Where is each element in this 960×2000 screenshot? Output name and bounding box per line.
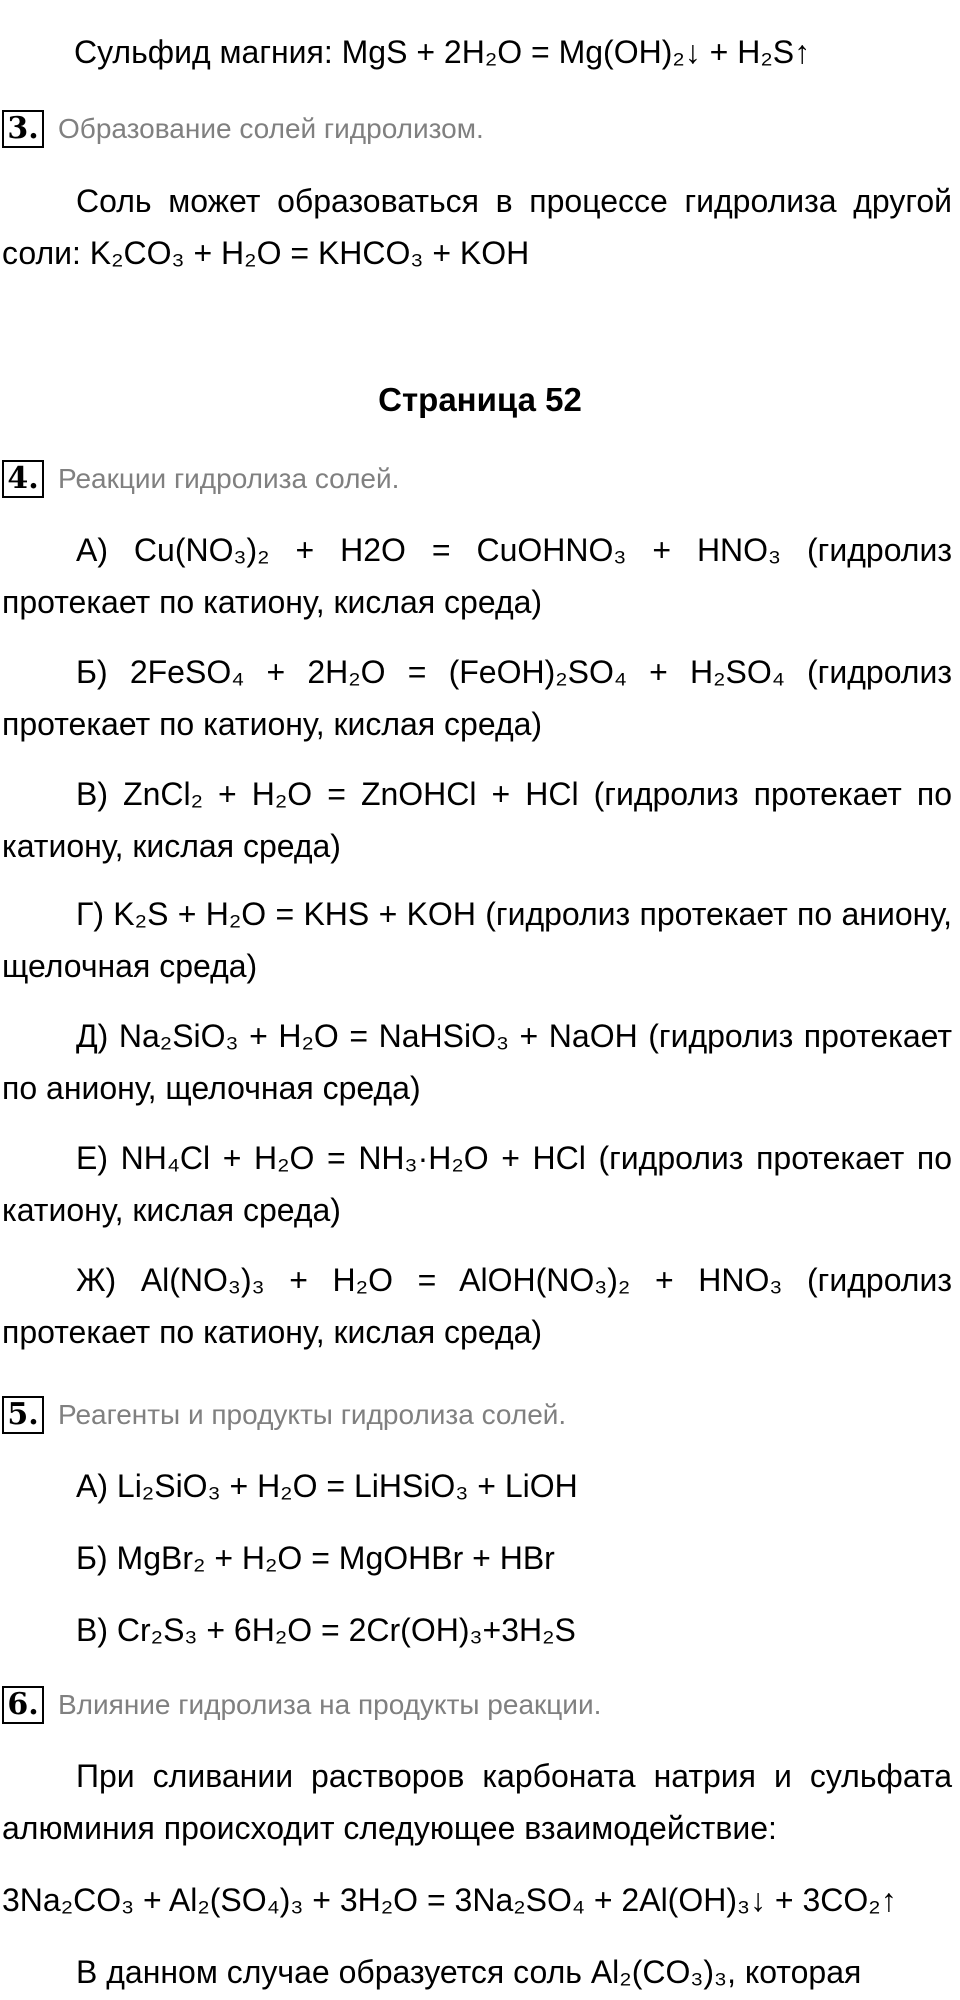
task-3-header (0, 102, 484, 156)
task-5-header (0, 1388, 566, 1442)
task-6-header (0, 1678, 601, 1732)
reaction-4b: Б) 2FeSO₄ + 2H₂O = (FeOH)₂SO₄ + H₂SO₄ (гидролиз протекает по катиону, кислая среда) (2, 654, 952, 742)
task-number: 6. (2, 1686, 44, 1724)
reaction-4d: Г) K₂S + H₂O = KHS + KOH (гидролиз протекает по аниону, щелочная среда) (2, 896, 952, 984)
reaction-5c: В) Cr₂S₃ + 6H₂O = 2Cr(OH)₃+3H₂S (76, 1612, 576, 1648)
paragraph-7: В данном случае образуется соль Al₂(CO₃)₃, которая (76, 1954, 862, 1990)
reaction-4f: Е) NH₄Cl + H₂O = NH₃·H₂O + HCl (гидролиз протекает по катиону, кислая среда) (2, 1140, 952, 1228)
task-number: 5. (2, 1396, 44, 1434)
reaction-4e: Д) Na₂SiO₃ + H₂O = NaHSiO₃ + NaOH (гидролиз протекает по аниону, щелочная среда) (2, 1018, 952, 1106)
reaction-5b: Б) MgBr₂ + H₂O = MgOHBr + HBr (76, 1540, 555, 1576)
task-title: Образование солей гидролизом. (58, 113, 484, 144)
reaction-6-equation: 3Na₂CO₃ + Al₂(SO₄)₃ + 3H₂O = 3Na₂SO₄ + 2Al(OH)₃↓ + 3CO₂↑ (2, 1882, 897, 1918)
task-number: 4. (2, 460, 44, 498)
mgs-equation: Сульфид магния: MgS + 2H₂O = Mg(OH)₂↓ + H₂S↑ (74, 34, 811, 70)
paragraph-3: Соль может образоваться в процессе гидролиза другой соли: K₂CO₃ + H₂O = KHCO₃ + KOH (2, 183, 952, 271)
paragraph-6: При сливании растворов карбоната натрия и сульфата алюминия происходит следующее взаимодействие: (2, 1758, 952, 1846)
reaction-4a: А) Cu(NO₃)₂ + H2O = CuOHNO₃ + HNO₃ (гидролиз протекает по катиону, кислая среда) (2, 532, 952, 620)
reaction-4g: Ж) Al(NO₃)₃ + H₂O = AlOH(NO₃)₂ + HNO₃ (гидролиз протекает по катиону, кислая среда) (2, 1262, 952, 1350)
reaction-5a: А) Li₂SiO₃ + H₂O = LiHSiO₃ + LiOH (76, 1468, 578, 1504)
task-title: Реагенты и продукты гидролиза солей. (58, 1399, 567, 1430)
task-4-header (0, 452, 399, 506)
reaction-4c: В) ZnCl₂ + H₂O = ZnOHCl + HCl (гидролиз протекает по катиону, кислая среда) (2, 776, 952, 864)
task-number: 3. (2, 110, 44, 148)
task-title: Реакции гидролиза солей. (58, 463, 400, 494)
page-heading: Страница 52 (378, 381, 582, 418)
task-title: Влияние гидролиза на продукты реакции. (58, 1689, 602, 1720)
